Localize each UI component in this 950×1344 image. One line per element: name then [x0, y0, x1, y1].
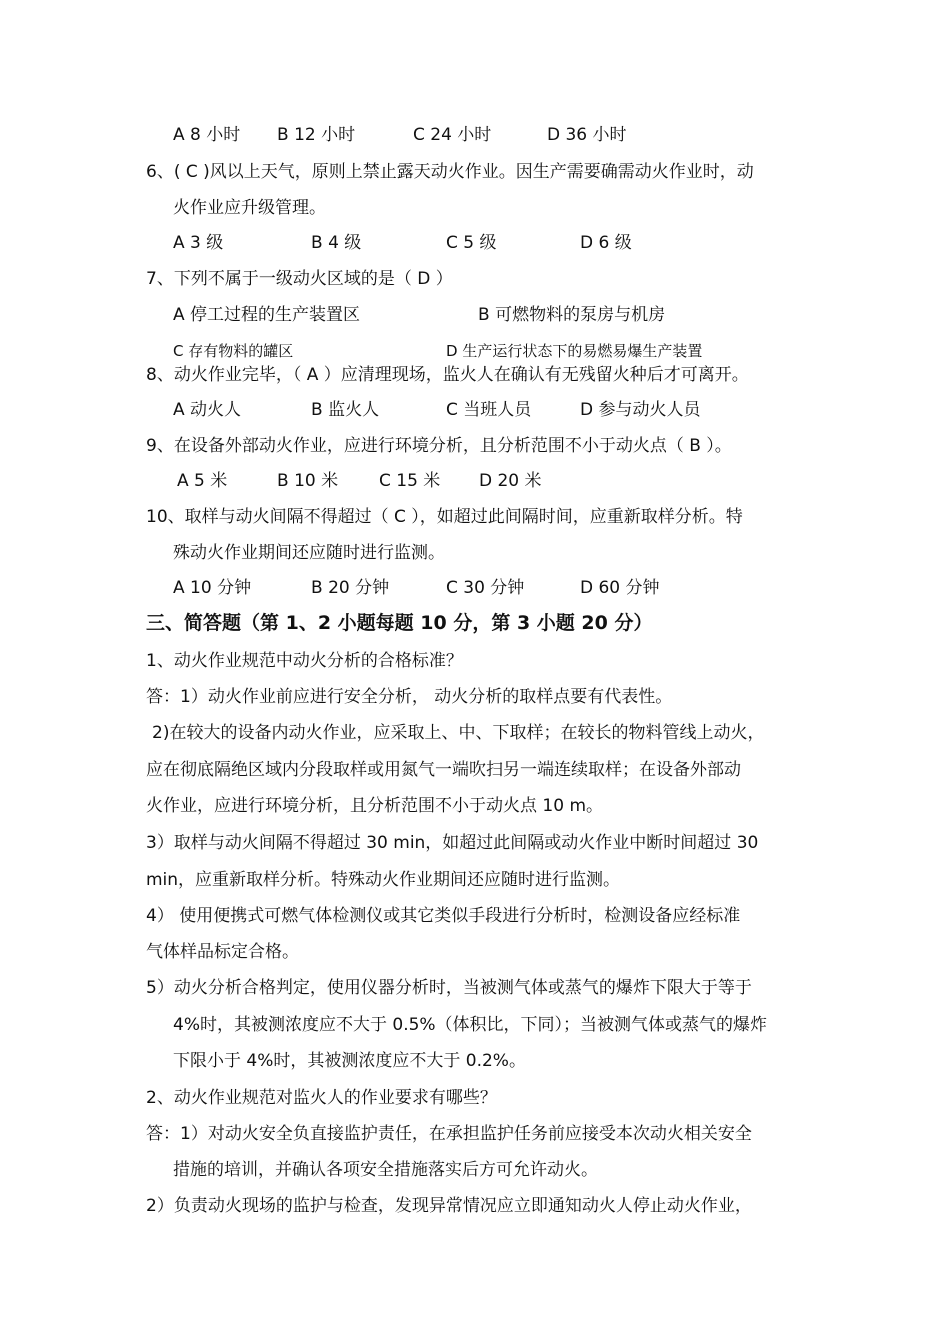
q7-option-d: D 生产运行状态下的易燃易爆生产装置 — [446, 342, 703, 360]
sa2-answer-2-line1: 2）负责动火现场的监护与检查，发现异常情况应立即通知动火人停止动火作业， — [146, 1196, 752, 1216]
sa1-question: 1、动火作业规范中动火分析的合格标准？ — [146, 651, 463, 671]
sa1-answer-1: 答：1）动火作业前应进行安全分析， 动火分析的取样点要有代表性。 — [146, 687, 673, 707]
q6-option-b: B 4 级 — [311, 233, 362, 253]
q10-text-line2: 殊动火作业期间还应随时进行监测。 — [173, 543, 445, 563]
q5-option-d: D 36 小时 — [547, 125, 627, 145]
q9-option-b: B 10 米 — [277, 471, 339, 491]
q9-option-a: A 5 米 — [177, 471, 228, 491]
sa1-answer-5-line2: 4%时，其被测浓度应不大于 0.5%（体积比，下同）；当被测气体或蒸气的爆炸 — [173, 1015, 768, 1035]
q10-option-d: D 60 分钟 — [580, 578, 660, 598]
q10-option-b: B 20 分钟 — [311, 578, 390, 598]
q9-option-c: C 15 米 — [379, 471, 441, 491]
q7-option-a: A 停工过程的生产装置区 — [173, 305, 361, 325]
q8-text-line1: 8、动火作业完毕，（ A ）应清理现场，监火人在确认有无残留火种后才可离开。 — [146, 365, 749, 385]
q6-text-line2: 火作业应升级管理。 — [173, 198, 326, 218]
sa1-answer-2-line3: 火作业，应进行环境分析，且分析范围不小于动火点 10 m。 — [146, 796, 603, 816]
q9-option-d: D 20 米 — [479, 471, 542, 491]
sa2-answer-1-line1: 答：1）对动火安全负直接监护责任，在承担监护任务前应接受本次动火相关安全 — [146, 1124, 752, 1144]
q7-option-b: B 可燃物料的泵房与机房 — [478, 305, 666, 325]
sa2-answer-1-line2: 措施的培训，并确认各项安全措施落实后方可允许动火。 — [173, 1160, 598, 1180]
q6-option-d: D 6 级 — [580, 233, 632, 253]
q7-option-c: C 存有物料的罐区 — [173, 342, 294, 360]
q7-text-line1: 7、下列不属于一级动火区域的是（ D ） — [146, 269, 453, 289]
q8-option-d: D 参与动火人员 — [580, 400, 701, 420]
section-3-title: 三、简答题（第 1、2 小题每题 10 分，第 3 小题 20 分） — [146, 612, 653, 634]
sa1-answer-5-line3: 下限小于 4%时，其被测浓度应不大于 0.2%。 — [173, 1051, 526, 1071]
q6-option-a: A 3 级 — [173, 233, 224, 253]
q5-option-b: B 12 小时 — [277, 125, 356, 145]
q5-option-a: A 8 小时 — [173, 125, 241, 145]
sa1-answer-3-line2: min，应重新取样分析。特殊动火作业期间还应随时进行监测。 — [146, 870, 621, 890]
q10-option-a: A 10 分钟 — [173, 578, 252, 598]
q5-option-c: C 24 小时 — [413, 125, 492, 145]
q8-option-a: A 动火人 — [173, 400, 242, 420]
q10-text-line1: 10、取样与动火间隔不得超过（ C ），如超过此间隔时间，应重新取样分析。特 — [146, 507, 743, 527]
sa1-answer-3-line1: 3）取样与动火间隔不得超过 30 min，如超过此间隔或动火作业中断时间超过 30 — [146, 833, 759, 853]
q9-text-line1: 9、在设备外部动火作业，应进行环境分析，且分析范围不小于动火点（ B ）。 — [146, 436, 732, 456]
sa1-answer-4-line1: 4） 使用便携式可燃气体检测仪或其它类似手段进行分析时，检测设备应经标准 — [146, 906, 741, 926]
sa1-answer-5-line1: 5）动火分析合格判定，使用仪器分析时，当被测气体或蒸气的爆炸下限大于等于 — [146, 978, 752, 998]
q10-option-c: C 30 分钟 — [446, 578, 525, 598]
q8-option-c: C 当班人员 — [446, 400, 532, 420]
q6-option-c: C 5 级 — [446, 233, 497, 253]
q8-option-b: B 监火人 — [311, 400, 380, 420]
sa1-answer-4-line2: 气体样品标定合格。 — [146, 942, 299, 962]
q6-text-line1: 6、( C )风以上天气，原则上禁止露天动火作业。因生产需要确需动火作业时，动 — [146, 162, 754, 182]
sa1-answer-2-line2: 应在彻底隔绝区域内分段取样或用氮气一端吹扫另一端连续取样；在设备外部动 — [146, 760, 741, 780]
sa2-question: 2、动火作业规范对监火人的作业要求有哪些？ — [146, 1088, 497, 1108]
sa1-answer-2-line1: 2)在较大的设备内动火作业，应采取上、中、下取样；在较长的物料管线上动火， — [152, 723, 765, 743]
